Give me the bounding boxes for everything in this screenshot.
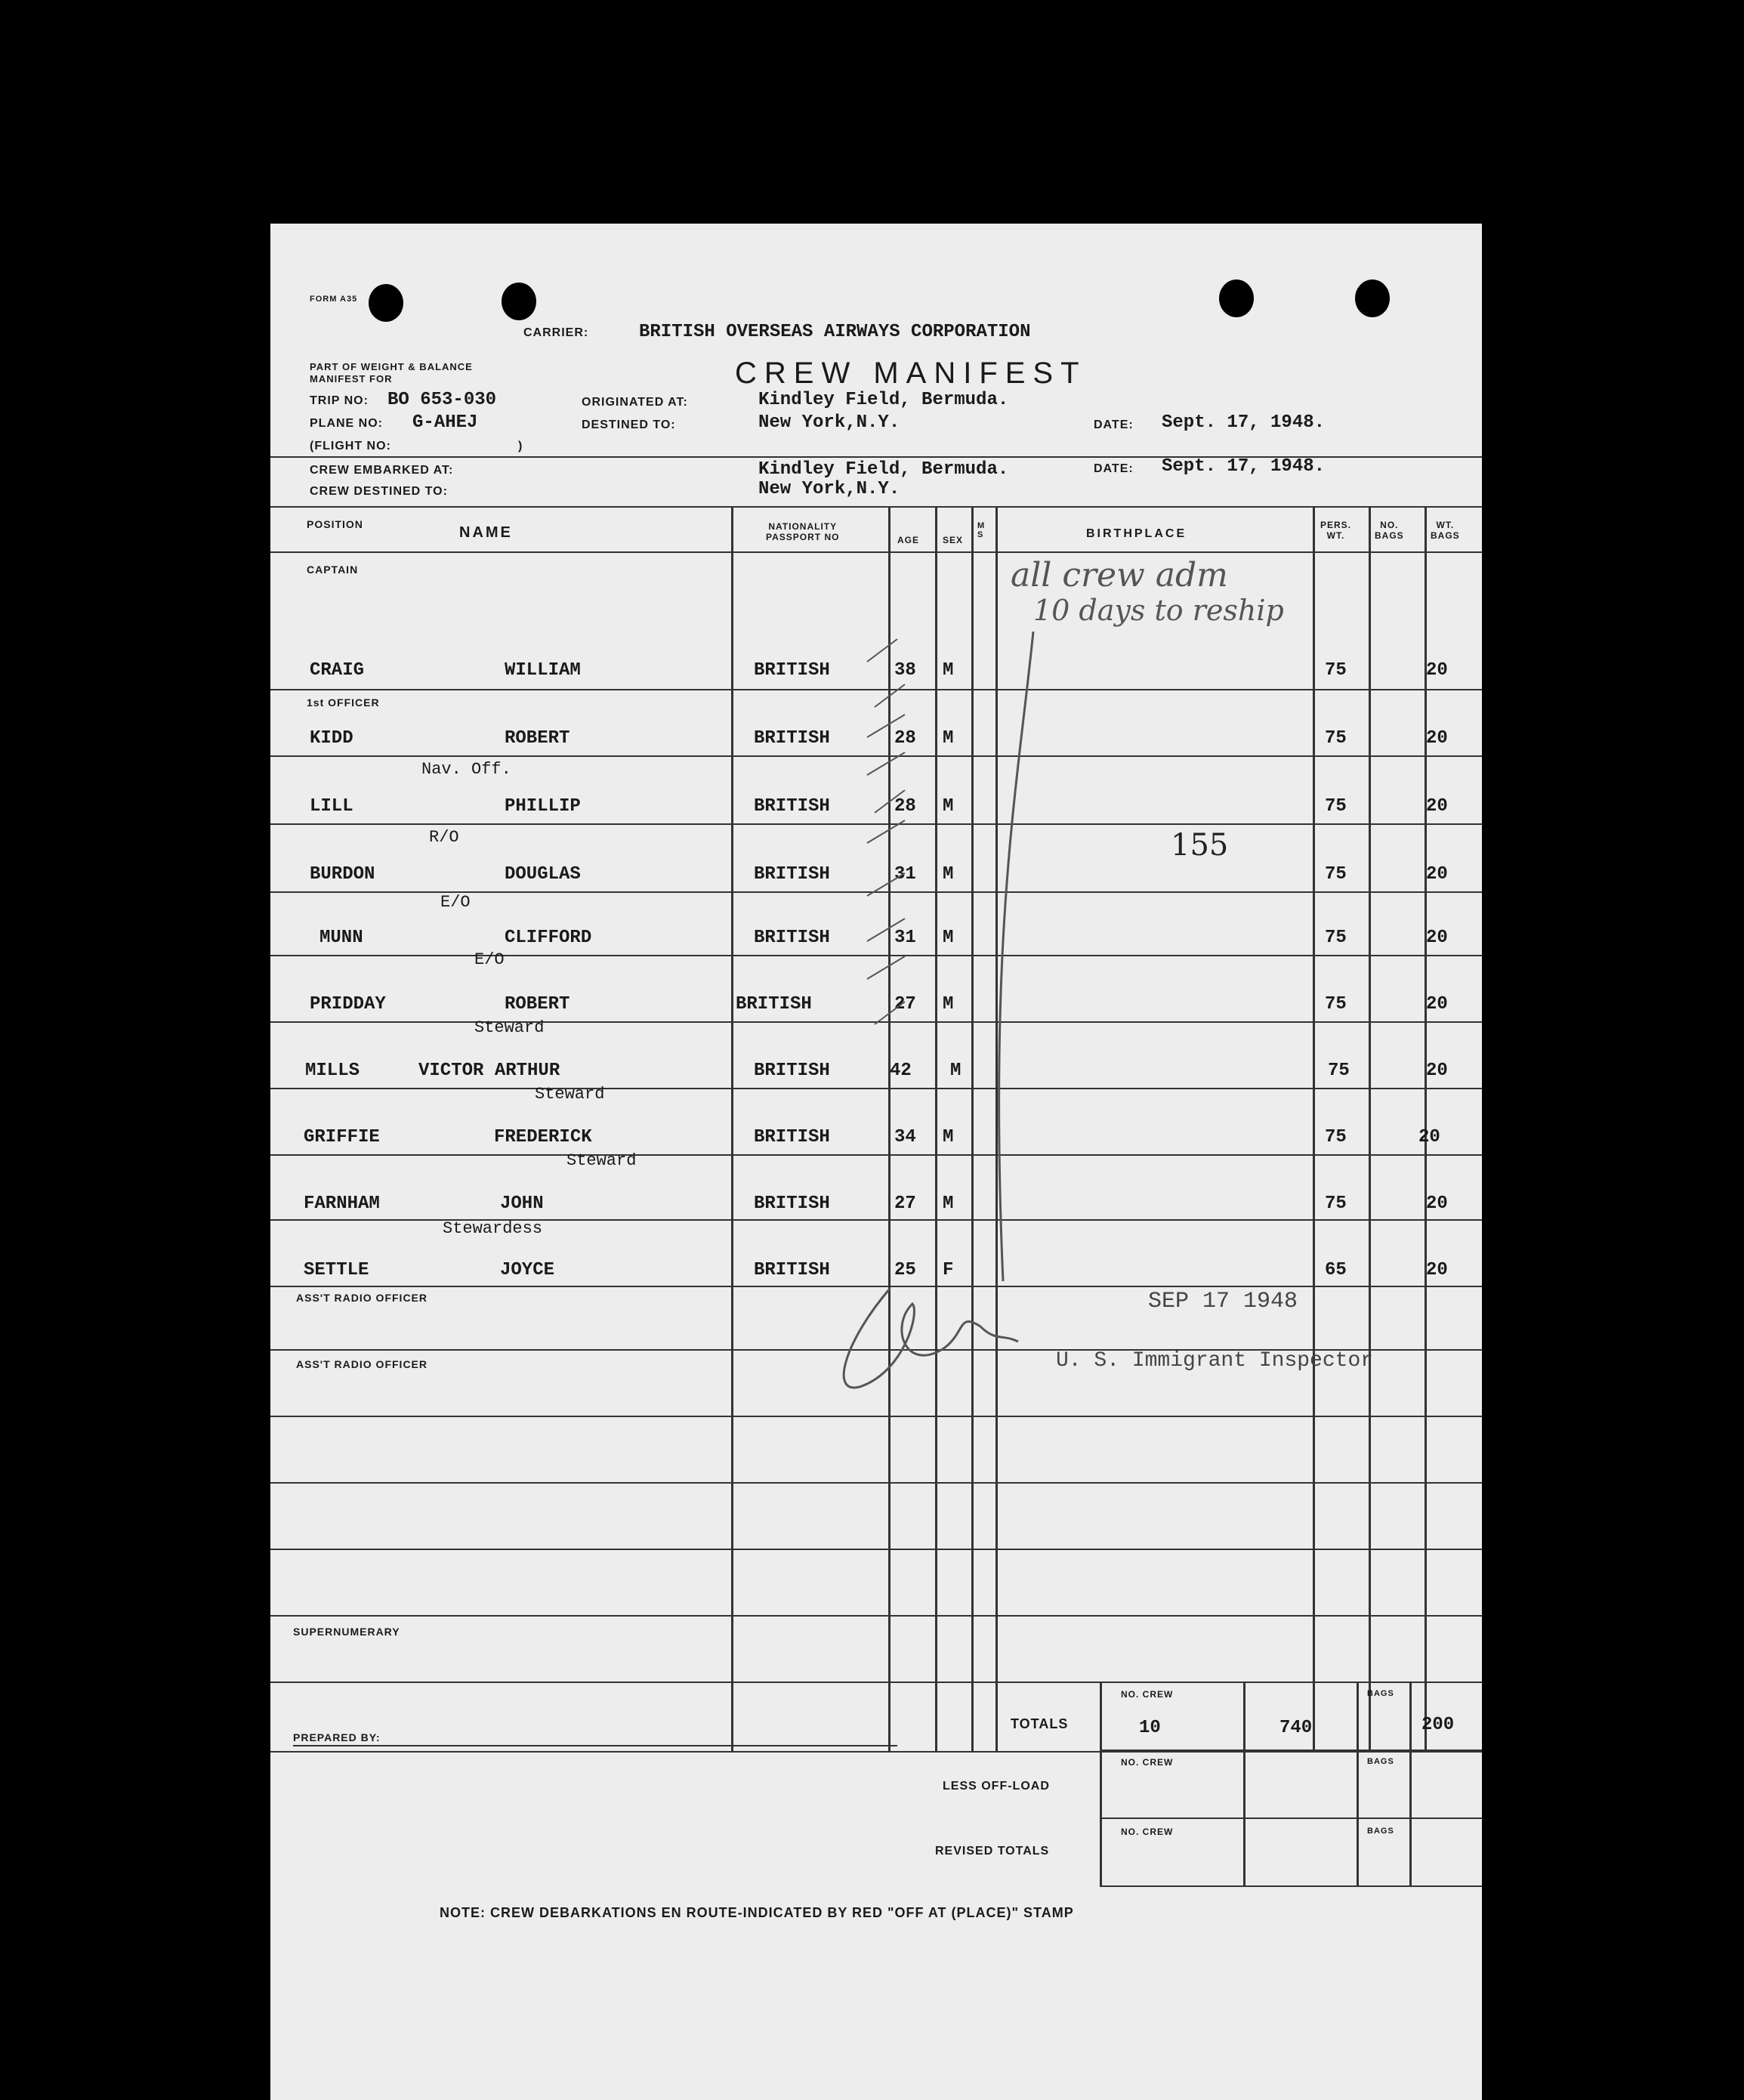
crew-date-value: Sept. 17, 1948. <box>1162 456 1326 477</box>
row-bag-weight: 20 <box>1426 928 1448 948</box>
row-age: 31 <box>894 864 916 885</box>
row-weight: 75 <box>1325 864 1347 885</box>
row-age: 38 <box>894 660 916 681</box>
row-last-name: MILLS <box>305 1061 360 1081</box>
row-bag-weight: 20 <box>1426 1260 1448 1280</box>
row-first-name: FREDERICK <box>494 1127 592 1147</box>
row-position: R/O <box>429 828 459 847</box>
column-name: NAME <box>459 524 513 541</box>
note: NOTE: CREW DEBARKATIONS EN ROUTE-INDICATED BY RED "OFF AT (PLACE)" STAMP <box>440 1905 1074 1920</box>
row-age: 25 <box>894 1260 916 1280</box>
row-nationality: BRITISH <box>754 660 830 681</box>
row-first-name: DOUGLAS <box>505 864 581 885</box>
row-first-name: WILLIAM <box>505 660 581 681</box>
column-sex: SEX <box>943 535 964 545</box>
column-birthplace: BIRTHPLACE <box>1086 527 1187 540</box>
row-nationality: BRITISH <box>754 1127 830 1147</box>
handwritten-note-2: 10 days to reship <box>1033 594 1284 627</box>
row-bag-weight: 20 <box>1426 728 1448 749</box>
row-weight: 75 <box>1328 1061 1350 1081</box>
row-position: Steward <box>566 1151 637 1170</box>
crew-destined-label: CREW DESTINED TO: <box>310 485 448 498</box>
row-position: E/O <box>474 950 505 969</box>
punch-hole <box>502 283 536 320</box>
row-sex: M <box>943 928 954 948</box>
row-bag-weight: 20 <box>1426 994 1448 1014</box>
trip-number: BO 653-030 <box>387 390 497 410</box>
row-age: 31 <box>894 928 916 948</box>
row-bag-weight: 20 <box>1426 864 1448 885</box>
total-crew: 10 <box>1139 1718 1161 1738</box>
plane-number: G-AHEJ <box>412 412 478 433</box>
destined-value: New York,N.Y. <box>758 412 900 433</box>
originated-label: ORIGINATED AT: <box>582 396 688 409</box>
row-weight: 75 <box>1325 1127 1347 1147</box>
no-crew-label-2: NO. CREW <box>1121 1757 1174 1768</box>
row-bag-weight: 20 <box>1426 1061 1448 1081</box>
row-position: Stewardess <box>443 1219 543 1238</box>
row-last-name: SETTLE <box>304 1260 369 1280</box>
row-position: Steward <box>474 1018 545 1037</box>
bags-label: BAGS <box>1367 1689 1394 1698</box>
row-nationality: BRITISH <box>754 728 830 749</box>
column-age: AGE <box>897 535 920 545</box>
crew-embarked-label: CREW EMBARKED AT: <box>310 464 454 477</box>
row-sex: M <box>943 994 954 1014</box>
row-position: Steward <box>535 1085 605 1104</box>
row-position: 1st OFFICER <box>307 696 380 709</box>
row-last-name: KIDD <box>310 728 353 749</box>
asst-radio-label-1: ASS'T RADIO OFFICER <box>296 1292 428 1304</box>
manifest-sheet <box>270 224 1482 2100</box>
row-position: CAPTAIN <box>307 564 359 576</box>
total-weight: 740 <box>1279 1718 1313 1738</box>
inspector-signature <box>814 1281 1026 1402</box>
row-first-name: JOHN <box>500 1194 544 1214</box>
row-sex: M <box>943 660 954 681</box>
row-first-name: PHILLIP <box>505 796 581 817</box>
column-no-bags: NO. BAGS <box>1375 520 1404 541</box>
row-nationality: BRITISH <box>754 1260 830 1280</box>
asst-radio-label-2: ASS'T RADIO OFFICER <box>296 1358 428 1370</box>
check-marks <box>860 624 950 1243</box>
row-weight: 65 <box>1325 1260 1347 1280</box>
row-age: 27 <box>894 994 916 1014</box>
crew-date-label: DATE: <box>1094 462 1134 475</box>
crew-embarked-value: Kindley Field, Bermuda. <box>758 459 1009 480</box>
row-first-name: ROBERT <box>505 994 570 1014</box>
row-nationality: BRITISH <box>754 1061 830 1081</box>
row-age: 28 <box>894 796 916 817</box>
row-first-name: CLIFFORD <box>505 928 592 948</box>
row-first-name: VICTOR ARTHUR <box>418 1061 560 1081</box>
row-last-name: GRIFFIE <box>304 1127 380 1147</box>
row-age: 34 <box>894 1127 916 1147</box>
form-number: FORM A35 <box>310 295 358 304</box>
column-nationality: NATIONALITY PASSPORT NO <box>766 521 840 542</box>
row-age: 42 <box>890 1061 912 1081</box>
revised-totals-label: REVISED TOTALS <box>935 1845 1050 1858</box>
date-label: DATE: <box>1094 418 1134 431</box>
row-bag-weight: 20 <box>1426 1194 1448 1214</box>
inspector-label: U. S. Immigrant Inspector <box>1056 1349 1374 1373</box>
row-sex: M <box>943 796 954 817</box>
trip-label: TRIP NO: <box>310 394 369 407</box>
manifest-for-label: MANIFEST FOR <box>310 373 393 384</box>
row-age: 28 <box>894 728 916 749</box>
row-last-name: BURDON <box>310 864 375 885</box>
handwritten-note-1: all crew adm <box>1011 556 1228 594</box>
row-nationality: BRITISH <box>736 994 812 1014</box>
column-wt-bags: WT. BAGS <box>1431 520 1460 541</box>
row-nationality: BRITISH <box>754 864 830 885</box>
row-weight: 75 <box>1325 660 1347 681</box>
row-weight: 75 <box>1325 994 1347 1014</box>
punch-hole <box>1219 279 1254 317</box>
row-first-name: ROBERT <box>505 728 570 749</box>
punch-hole <box>1355 279 1390 317</box>
row-age: 27 <box>894 1194 916 1214</box>
carrier-name: BRITISH OVERSEAS AIRWAYS CORPORATION <box>639 322 1031 342</box>
row-position: E/O <box>440 893 471 912</box>
bags-label-3: BAGS <box>1367 1827 1394 1836</box>
row-weight: 75 <box>1325 796 1347 817</box>
originated-value: Kindley Field, Bermuda. <box>758 390 1009 410</box>
row-nationality: BRITISH <box>754 796 830 817</box>
row-last-name: MUNN <box>319 928 363 948</box>
destined-label: DESTINED TO: <box>582 418 676 431</box>
row-last-name: PRIDDAY <box>310 994 386 1014</box>
total-bags: 200 <box>1421 1715 1455 1735</box>
no-crew-label: NO. CREW <box>1121 1689 1174 1700</box>
no-crew-label-3: NO. CREW <box>1121 1827 1174 1837</box>
row-last-name: FARNHAM <box>304 1194 380 1214</box>
supernumerary-label: SUPERNUMERARY <box>293 1626 400 1638</box>
punch-hole <box>369 284 403 322</box>
row-last-name: LILL <box>310 796 353 817</box>
row-weight: 75 <box>1325 1194 1347 1214</box>
row-sex: F <box>943 1260 954 1280</box>
row-nationality: BRITISH <box>754 1194 830 1214</box>
part-of-label: PART OF WEIGHT & BALANCE <box>310 361 473 372</box>
row-sex: M <box>943 1127 954 1147</box>
row-position: Nav. Off. <box>421 760 511 779</box>
row-weight: 75 <box>1325 928 1347 948</box>
column-pers-wt: PERS. WT. <box>1320 520 1352 541</box>
handwritten-number: 155 <box>1171 828 1229 863</box>
column-ms: M S <box>977 521 986 539</box>
row-last-name: CRAIG <box>310 660 365 681</box>
row-nationality: BRITISH <box>754 928 830 948</box>
row-sex: M <box>950 1061 962 1081</box>
row-bag-weight: 20 <box>1418 1127 1440 1147</box>
prepared-by-label: PREPARED BY: <box>293 1731 381 1743</box>
row-bag-weight: 20 <box>1426 660 1448 681</box>
date-value: Sept. 17, 1948. <box>1162 412 1326 433</box>
page-title: CREW MANIFEST <box>735 357 1087 390</box>
row-sex: M <box>943 1194 954 1214</box>
handwritten-line <box>973 632 1063 1296</box>
date-stamp: SEP 17 1948 <box>1148 1289 1298 1314</box>
flight-close: ) <box>518 440 523 452</box>
row-first-name: JOYCE <box>500 1260 555 1280</box>
bags-label-2: BAGS <box>1367 1757 1394 1766</box>
column-position: POSITION <box>307 518 363 530</box>
row-bag-weight: 20 <box>1426 796 1448 817</box>
less-off-load-label: LESS OFF-LOAD <box>943 1780 1050 1793</box>
carrier-label: CARRIER: <box>523 326 589 339</box>
totals-label: TOTALS <box>1011 1716 1069 1731</box>
flight-label: (FLIGHT NO: <box>310 440 391 452</box>
row-sex: M <box>943 728 954 749</box>
row-weight: 75 <box>1325 728 1347 749</box>
row-sex: M <box>943 864 954 885</box>
plane-label: PLANE NO: <box>310 417 383 430</box>
crew-destined-value: New York,N.Y. <box>758 479 900 499</box>
